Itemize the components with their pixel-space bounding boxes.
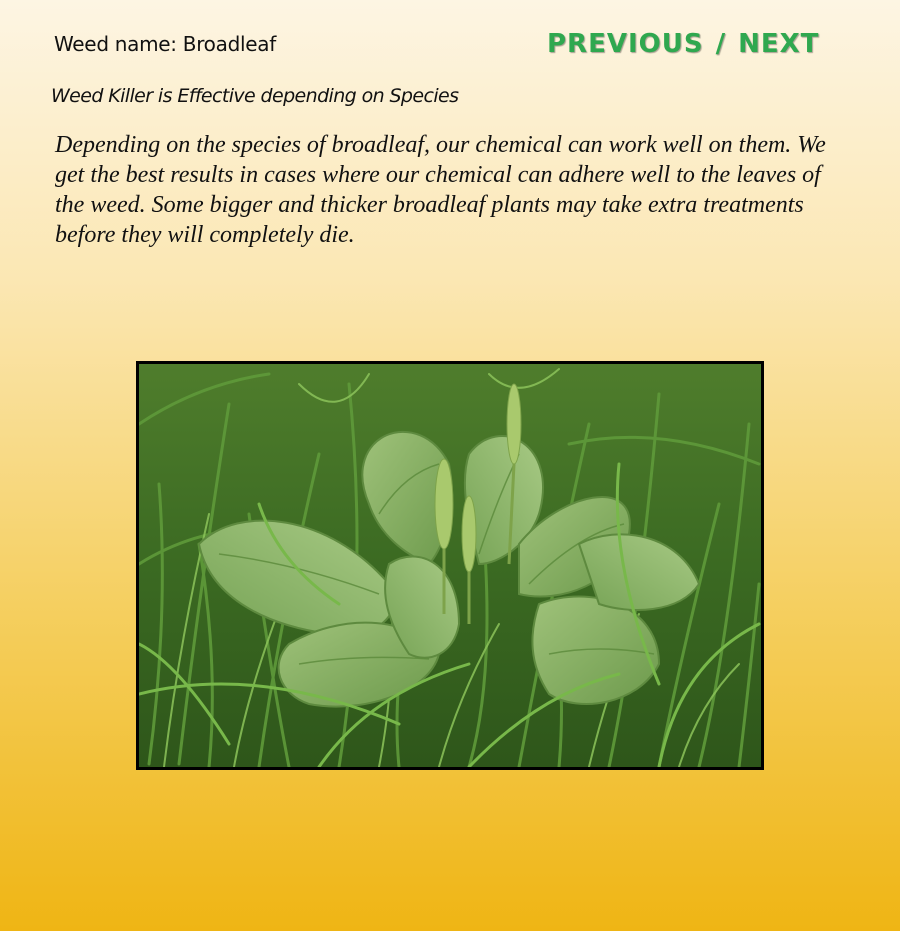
previous-link[interactable]: PREVIOUS: [547, 29, 704, 59]
page-subtitle: Weed Killer is Effective depending on Species: [51, 85, 459, 107]
description-paragraph: Depending on the species of broadleaf, our chemical can work well on them. We get the best results in cases where our chemical can adhere well to the leaves of the weed. Some bigger and thicker broadleaf plants may take extra treatments before they will completely die.: [55, 132, 826, 248]
next-link[interactable]: NEXT: [738, 29, 820, 59]
pagination-nav: [547, 29, 819, 59]
weed-photo-illustration: [139, 364, 761, 767]
weed-name-heading: Weed name: Broadleaf: [54, 32, 276, 56]
broadleaf-weed-photo: [136, 361, 764, 770]
nav-separator: /: [715, 29, 727, 59]
